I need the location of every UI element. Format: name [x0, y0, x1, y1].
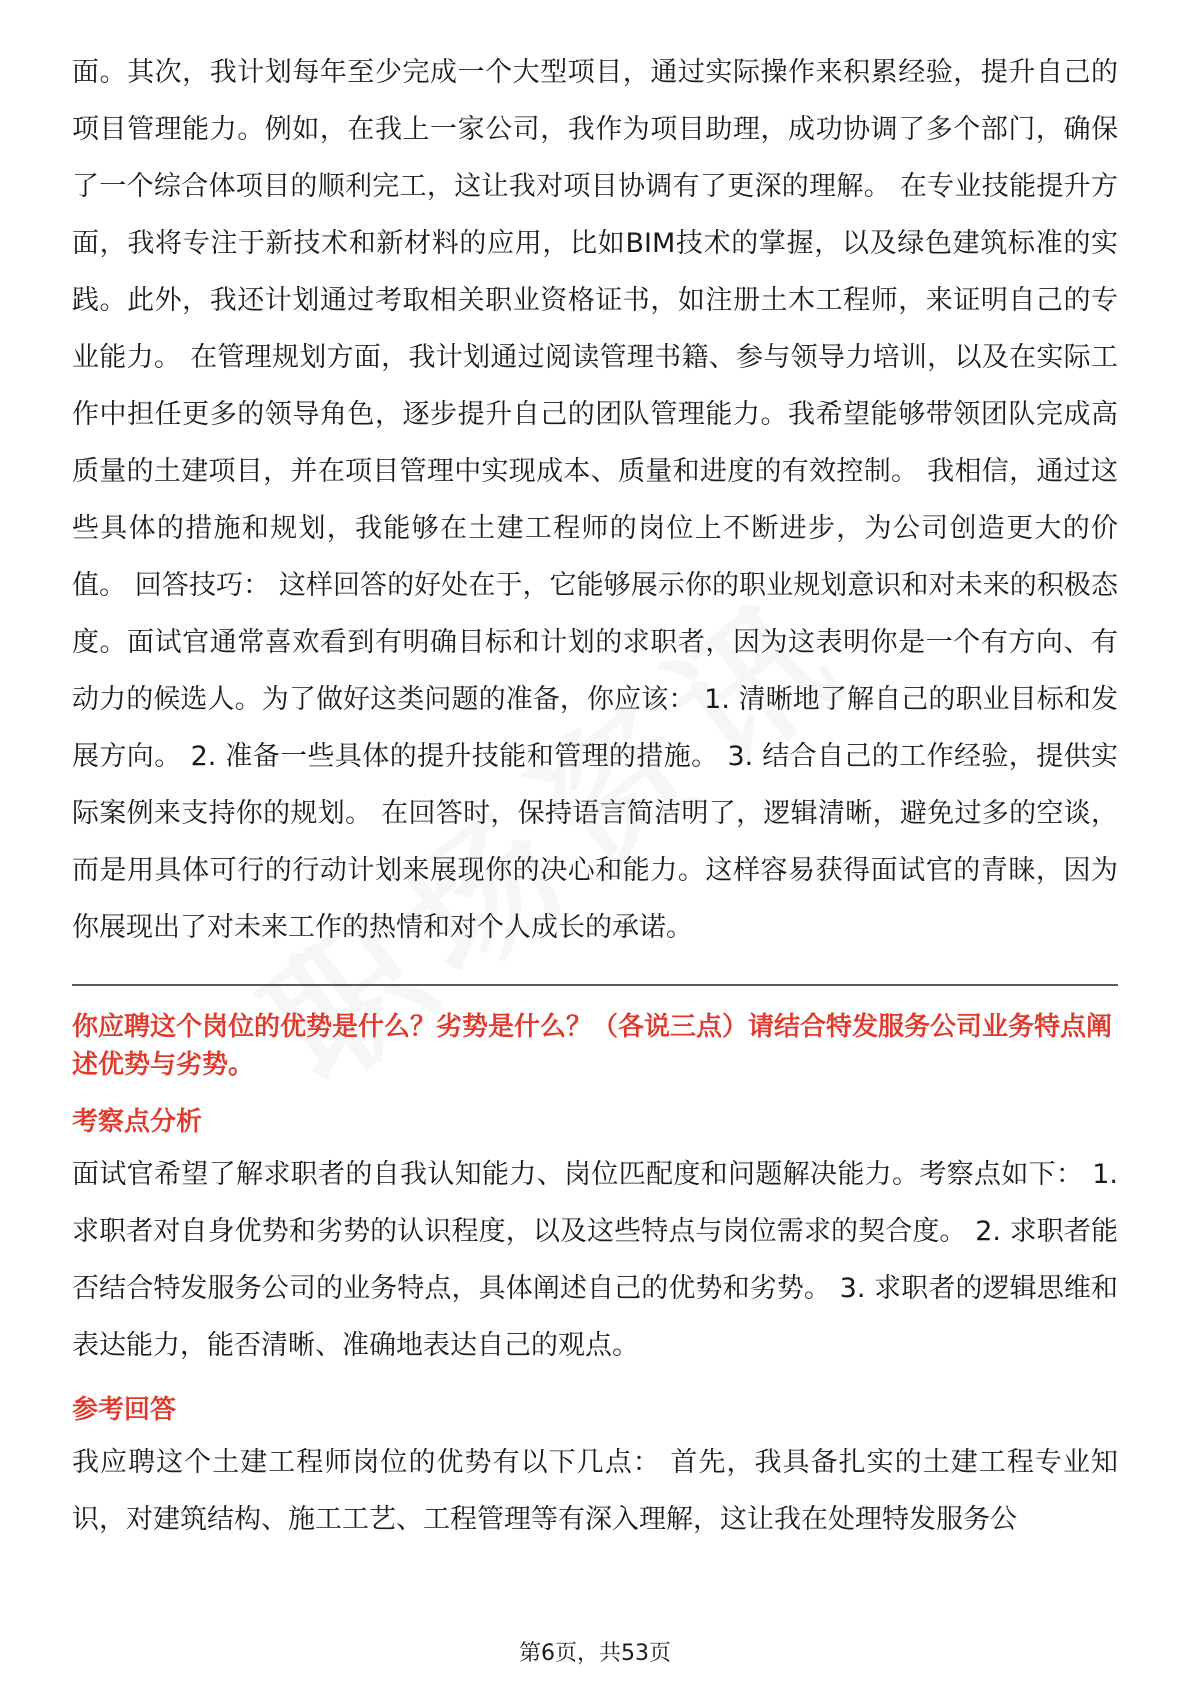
reference-text: 我应聘这个土建工程师岗位的优势有以下几点： 首先，我具备扎实的土建工程专业知识，对建筑结构、施工工艺、工程管理等有深入理解，这让我在处理特发服务公: [72, 1447, 1118, 1535]
question-title: 你应聘这个岗位的优势是什么？劣势是什么？（各说三点）请结合特发服务公司业务特点阐述优势与劣势。: [72, 1012, 1113, 1080]
document-page: [72, 44, 1118, 1566]
analysis-heading: 考察点分析: [72, 1107, 203, 1137]
page-number: 第6页，共53页: [519, 1641, 671, 1666]
analysis-section: [72, 1104, 1118, 1374]
reference-heading: 参考回答: [72, 1395, 177, 1425]
analysis-text: 面试官希望了解求职者的自我认知能力、岗位匹配度和问题解决能力。考察点如下： 1. 求职者对自身优势和劣势的认识程度，以及这些特点与岗位需求的契合度。 2. 求职者能否结合特发服务公司的业务特点，具体阐述自己的优势和劣势。 3. 求职者的逻辑思维和表达能力，能否清晰、准确地表达自己的观点。: [72, 1159, 1118, 1361]
continued-answer-paragraph: 面。其次，我计划每年至少完成一个大型项目，通过实际操作来积累经验，提升自己的项目管理能力。例如，在我上一家公司，我作为项目助理，成功协调了多个部门，确保了一个综合体项目的顺利完工，这让我对项目协调有了更深的理解。 在专业技能提升方面，我将专注于新技术和新材料的应用，比如BIM技术的掌握，以及绿色建筑标准的实践。此外，我还计划通过考取相关职业资格证书，如注册土木工程师，来证明自己的专业能力。 在管理规划方面，我计划通过阅读管理书籍、参与领导力培训，以及在实际工作中担任更多的领导角色，逐步提升自己的团队管理能力。我希望能够带领团队完成高质量的土建项目，并在项目管理中实现成本、质量和进度的有效控制。 我相信，通过这些具体的措施和规划，我能够在土建工程师的岗位上不断进步，为公司创造更大的价值。 回答技巧： 这样回答的好处在于，它能够展示你的职业规划意识和对未来的积极态度。面试官通常喜欢看到有明确目标和计划的求职者，因为这表明你是一个有方向、有动力的候选人。为了做好这类问题的准备，你应该： 1. 清晰地了解自己的职业目标和发展方向。 2. 准备一些具体的提升技能和管理的措施。 3. 结合自己的工作经验，提供实际案例来支持你的规划。 在回答时，保持语言简洁明了，逻辑清晰，避免过多的空谈，而是用具体可行的行动计划来展现你的决心和能力。这样容易获得面试官的青睐，因为你展现出了对未来工作的热情和对个人成长的承诺。: [72, 57, 1118, 943]
section-divider: [72, 984, 1118, 986]
reference-section: [72, 1392, 1118, 1548]
